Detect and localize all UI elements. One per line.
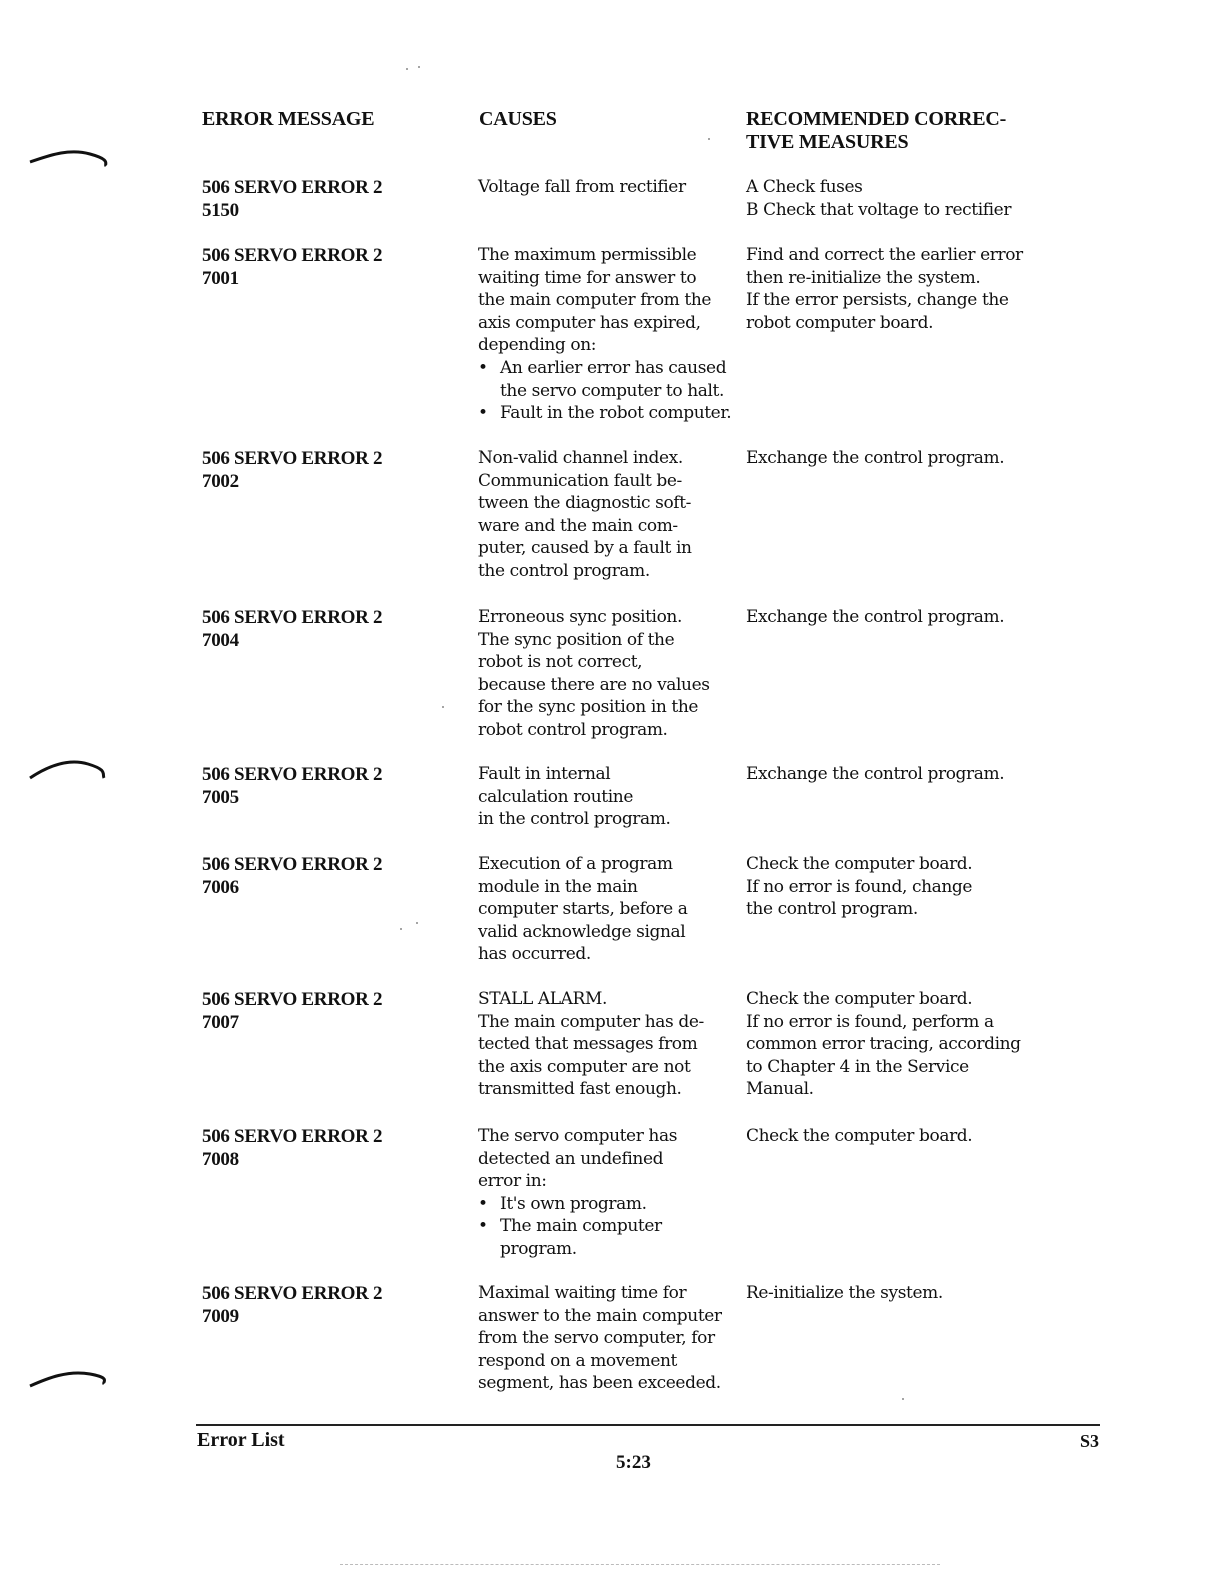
measure-line: Check the computer board. <box>746 1126 973 1146</box>
measure-line: A Check fuses <box>746 177 863 197</box>
footer-code: S3 <box>1080 1431 1100 1451</box>
measure-line: robot computer board. <box>746 312 934 333</box>
error-code-line: 506 SERVO ERROR 2 <box>202 989 383 1010</box>
scan-speck <box>416 922 418 924</box>
footer-section-title: Error List <box>197 1429 285 1451</box>
error-code-line: 506 SERVO ERROR 2 <box>202 177 383 198</box>
error-code-line: 506 SERVO ERROR 2 <box>202 1283 383 1304</box>
error-code-line: 506 SERVO ERROR 2 <box>202 764 383 785</box>
measure-line: If the error persists, change the <box>746 290 1009 311</box>
error-code-line: 7008 <box>202 1149 239 1170</box>
cause-line: in the control program. <box>478 809 671 830</box>
scan-speck <box>902 1398 904 1400</box>
error-code-line: 506 SERVO ERROR 2 <box>202 854 383 875</box>
corrective-measure-cell <box>746 988 1046 1101</box>
cause-line: Fault in internal <box>478 764 611 784</box>
error-code-line: 7002 <box>202 471 239 492</box>
error-code-cell <box>202 988 452 1034</box>
cause-line: the control program. <box>478 560 650 581</box>
footer-divider <box>196 1424 1100 1426</box>
cause-cell <box>478 1282 740 1395</box>
cause-line: Voltage fall from rectifier <box>478 177 686 197</box>
error-code-cell <box>202 176 452 222</box>
measure-line: Exchange the control program. <box>746 607 1005 627</box>
cause-line: puter, caused by a fault in <box>478 538 692 559</box>
bullet-text-continued: the servo computer to halt. <box>500 380 724 401</box>
scan-edge-line <box>340 1564 940 1566</box>
bullet-text: An earlier error has caused <box>500 357 727 378</box>
error-code-line: 5150 <box>202 200 239 221</box>
measure-line: then re-initialize the system. <box>746 267 981 288</box>
scan-speck <box>418 66 420 68</box>
measure-line: the control program. <box>746 899 918 920</box>
cause-cell <box>478 988 740 1101</box>
header-causes: CAUSES <box>479 108 557 130</box>
cause-line: Maximal waiting time for <box>478 1283 687 1303</box>
binder-hole-mark <box>28 142 108 172</box>
scan-speck <box>708 138 710 140</box>
cause-line: waiting time for answer to <box>478 267 697 288</box>
corrective-measure-cell <box>746 763 1046 786</box>
bullet-text: The main computer <box>500 1216 662 1237</box>
cause-bullet-item <box>478 1193 740 1216</box>
cause-line: robot control program. <box>478 719 668 740</box>
cause-line: The main computer has de- <box>478 1011 704 1032</box>
bullet-icon: • <box>478 1193 488 1214</box>
error-code-cell <box>202 244 452 290</box>
corrective-measure-cell <box>746 244 1046 334</box>
cause-cell <box>478 447 740 583</box>
error-code-line: 7004 <box>202 630 239 651</box>
measure-line: Manual. <box>746 1079 814 1100</box>
error-code-line: 7009 <box>202 1306 239 1327</box>
cause-line: The sync position of the <box>478 629 675 650</box>
error-code-line: 506 SERVO ERROR 2 <box>202 245 383 266</box>
cause-line: valid acknowledge signal <box>478 921 686 942</box>
corrective-measure-cell <box>746 853 1046 921</box>
bullet-icon: • <box>478 357 488 378</box>
error-code-line: 506 SERVO ERROR 2 <box>202 1126 383 1147</box>
bullet-icon: • <box>478 403 488 424</box>
corrective-measure-cell <box>746 1282 1046 1305</box>
cause-cell <box>478 763 740 831</box>
page-number: 5:23 <box>616 1452 651 1473</box>
measure-line: If no error is found, change <box>746 876 973 897</box>
error-code-line: 7001 <box>202 268 239 289</box>
error-code-cell <box>202 853 452 899</box>
measure-line: Find and correct the earlier error <box>746 245 1023 265</box>
cause-line: answer to the main computer <box>478 1305 722 1326</box>
measure-line: Exchange the control program. <box>746 448 1005 468</box>
cause-line: The maximum permissible <box>478 245 697 265</box>
cause-line: error in: <box>478 1171 547 1192</box>
measure-line: B Check that voltage to rectifier <box>746 199 1012 220</box>
corrective-measure-cell <box>746 1125 1046 1148</box>
cause-line: for the sync position in the <box>478 697 699 718</box>
error-code-line: 7006 <box>202 877 239 898</box>
measure-line: Re-initialize the system. <box>746 1283 943 1303</box>
error-code-line: 7005 <box>202 787 239 808</box>
cause-bullet-item <box>478 1215 740 1238</box>
cause-line: Erroneous sync position. <box>478 607 682 627</box>
cause-line: Communication fault be- <box>478 470 682 491</box>
cause-line: because there are no values <box>478 674 710 695</box>
cause-line: tween the diagnostic soft- <box>478 493 691 514</box>
bullet-text: Fault in the robot computer. <box>500 403 732 424</box>
cause-line: robot is not correct, <box>478 652 643 673</box>
header-line: TIVE MEASURES <box>746 131 909 153</box>
cause-line: axis computer has expired, <box>478 312 701 333</box>
error-code-cell <box>202 1125 452 1171</box>
cause-line: Execution of a program <box>478 854 673 874</box>
measure-line: to Chapter 4 in the Service <box>746 1056 969 1077</box>
cause-line: detected an undefined <box>478 1148 664 1169</box>
measure-line: common error tracing, according <box>746 1034 1021 1055</box>
error-code-line: 506 SERVO ERROR 2 <box>202 607 383 628</box>
cause-line: module in the main <box>478 876 638 897</box>
error-code-cell <box>202 606 452 652</box>
error-code-cell <box>202 1282 452 1328</box>
error-code-cell <box>202 447 452 493</box>
corrective-measure-cell <box>746 606 1046 629</box>
scan-speck <box>406 68 408 70</box>
cause-cell <box>478 1125 740 1261</box>
cause-line: STALL ALARM. <box>478 989 607 1009</box>
cause-line: calculation routine <box>478 786 633 807</box>
error-code-line: 7007 <box>202 1012 239 1033</box>
cause-line: transmitted fast enough. <box>478 1079 682 1100</box>
cause-line: the axis computer are not <box>478 1056 691 1077</box>
cause-cell <box>478 606 740 742</box>
cause-cell <box>478 853 740 966</box>
measure-line: Check the computer board. <box>746 854 973 874</box>
cause-line: computer starts, before a <box>478 899 688 920</box>
cause-line: tected that messages from <box>478 1034 698 1055</box>
corrective-measure-cell <box>746 176 1046 221</box>
header-line: RECOMMENDED CORREC- <box>746 108 1007 130</box>
error-code-line: 506 SERVO ERROR 2 <box>202 448 383 469</box>
cause-line: from the servo computer, for <box>478 1328 715 1349</box>
cause-cell <box>478 244 740 425</box>
scan-speck <box>400 928 402 930</box>
scan-speck <box>442 706 444 708</box>
cause-line: the main computer from the <box>478 290 712 311</box>
cause-cell <box>478 176 740 199</box>
cause-line: depending on: <box>478 335 597 356</box>
header-corrective-measures <box>746 108 1006 154</box>
cause-line: segment, has been exceeded. <box>478 1373 721 1394</box>
cause-bullet-item <box>478 402 740 425</box>
measure-line: Exchange the control program. <box>746 764 1005 784</box>
cause-line: The servo computer has <box>478 1126 678 1146</box>
bullet-icon: • <box>478 1216 488 1237</box>
corrective-measure-cell <box>746 447 1046 470</box>
cause-line: ware and the main com- <box>478 515 678 536</box>
error-code-cell <box>202 763 452 809</box>
bullet-text: It's own program. <box>500 1193 647 1214</box>
cause-line: has occurred. <box>478 944 591 965</box>
binder-hole-mark <box>28 756 108 786</box>
measure-line: If no error is found, perform a <box>746 1011 994 1032</box>
cause-line: respond on a movement <box>478 1350 677 1371</box>
cause-line: Non-valid channel index. <box>478 448 683 468</box>
measure-line: Check the computer board. <box>746 989 973 1009</box>
header-error-message: ERROR MESSAGE <box>202 108 375 130</box>
bullet-text-continued: program. <box>500 1238 577 1259</box>
cause-bullet-item <box>478 357 740 380</box>
binder-hole-mark <box>28 1364 108 1394</box>
